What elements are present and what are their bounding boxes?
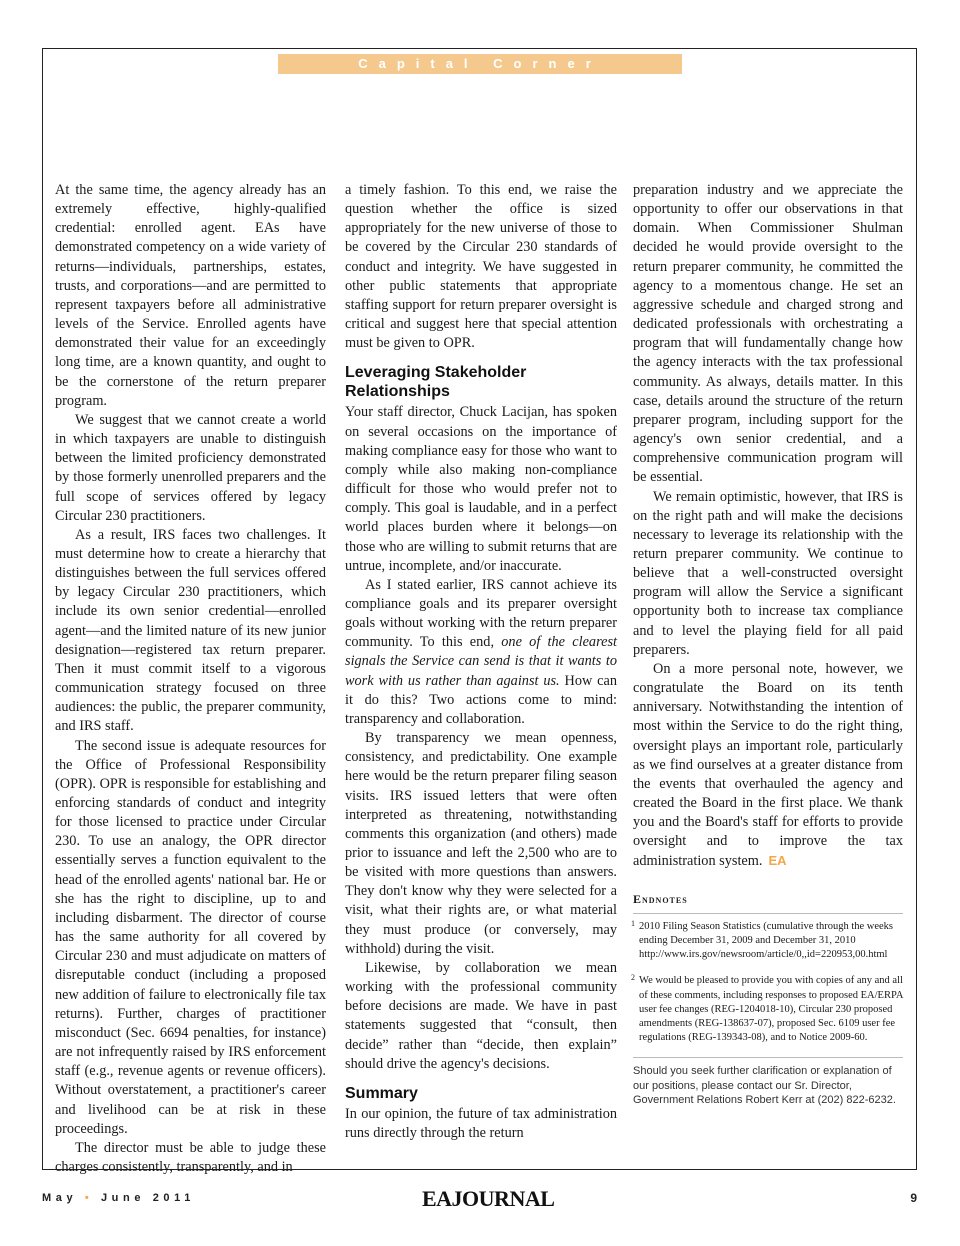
contact-note: Should you seek further clarification or explanation of our positions, please contact our Sr. Director, Government Relations Robert Kerr at (202) 822-6232. (633, 1057, 903, 1108)
column-2 (345, 181, 617, 1143)
paragraph: a timely fashion. To this end, we raise the question whether the office is sized appropriately for the new universe of those to be covered by the Circular 230 standards of conduct and integrity. We have suggested in other public statements that appropriate staffing support for return preparer oversight is critical and suggest here that special attention must be given to OPR. (345, 182, 617, 352)
issue-date (42, 1192, 195, 1204)
section-banner: Capital Corner (278, 54, 682, 74)
paragraph: Likewise, by collaboration we mean working with the professional community before decisions are made. We have in past statements suggested that “consult, then decide” rather than “decide, then explain” should drive the agency's decisions. (345, 959, 617, 1072)
paragraph: We suggest that we cannot create a world in which taxpayers are unable to distinguish between the limited proficiency demonstrated by those formerly unenrolled preparers and the full scope of services offered by legacy Circular 230 practitioners. (55, 411, 326, 524)
date-separator: • (84, 1192, 94, 1204)
paragraph: preparation industry and we appreciate the opportunity to offer our observations in that domain. When Commissioner Shulman decided he would provide oversight to the return preparer community, he committed the agency to a momentous change. He set an aggressive schedule and charged strong and dedicated professionals with orchestrating a program that will fundamentally change how the agency interacts with the tax professional community. As always, details matter. In this case, details around the structure of the return preparer program, including support for the agency's own senior credential, and a comprehensive communication program will be essential. (633, 182, 903, 486)
text-run: As I stated earlier, IRS cannot achieve its compliance goals and its preparer oversight goals without working with the return preparer community. To this end, (345, 576, 617, 651)
journal-logo: EAJOURNAL (422, 1186, 555, 1211)
endnote-text: We would be pleased to provide you with copies of any and all of these comments, including responses to proposed EA/ERPA user fee changes (REG-1204018-10), Circular 230 proposed amendments (REG-138637-07), proposed Sec. 6109 user fee regulations (REG-139343-08), and to Notice 2009-60. (639, 975, 903, 1044)
page-footer (42, 1186, 917, 1210)
endnote-number: 1 (631, 918, 635, 928)
endnotes-title: Endnotes (633, 890, 903, 914)
date-month: May (42, 1192, 78, 1204)
column-3 (633, 181, 903, 1108)
section-heading: Summary (345, 1084, 418, 1102)
text-run: How can it do this? Two actions come to mind: transparency and collaboration. (345, 672, 617, 727)
paragraph (633, 660, 903, 872)
paragraph: In our opinion, the future of tax administration runs directly through the return (345, 1105, 617, 1142)
date-rest: June 2011 (100, 1192, 195, 1204)
paragraph (345, 576, 617, 729)
paragraph: As a result, IRS faces two challenges. It must determine how to create a hierarchy that distinguishes between the full services offered by legacy Circular 230 practitioners, which include its own senior credential—enrolled agent—and the limited nature of its new junior designation—registered tax return preparer. Then it must commit itself to a vigorous communication strategy focused on three audiences: the public, the preparer community, and IRS staff. (55, 526, 326, 735)
ea-end-mark: EA (768, 853, 787, 869)
paragraph: We remain optimistic, however, that IRS is on the right path and will make the decisions necessary to leverage its relationship with the return preparer community. We continue to believe that a well-constructed oversight program will allow the Service a significant opportunity both to increase tax compliance and to level the playing field for all paid preparers. (633, 488, 903, 658)
paragraph: The second issue is adequate resources for the Office of Professional Responsibility (OPR). OPR is responsible for establishing and enforcing standards of conduct and integrity for those licensed to practice under Circular 230. To use an analogy, the OPR director essentially serves a function equivalent to the head of the enrolled agents' national bar. He or she has the right to discipline, up to and including disbarment. The director of course has the same authority for all covered by Circular 230 and must adjudicate on matters of disreputable conduct (including a proposed new addition of failure to electronically file tax returns). Further, charges of practitioner misconduct (Sec. 6694 penalties, for instance) are not infrequently raised by IRS enforcement staff (e.g., revenue agents or revenue officers). Without overstatement, a practitioner's career and livelihood can be at risk in these proceedings. (55, 737, 326, 1137)
column-1 (55, 181, 326, 1177)
paragraph: At the same time, the agency already has an extremely effective, highly-qualified credential: enrolled agent. EAs have demonstrated competency on a wide variety of returns—individuals, partnerships, estates, trusts, and corporations—and are permitted to represent taxpayers before all administrative levels of the Service. Enrolled agents have demonstrated their value for an exceedingly long time, are a known quantity, and ought to be the cornerstone of the return preparer program. (55, 182, 326, 409)
endnote-1 (633, 920, 903, 963)
page-number: 9 (910, 1191, 917, 1205)
paragraph: By transparency we mean openness, consistency, and predictability. One example here would be the return preparer filing season visits. IRS issued letters that were often interpreted as threatening, notwithstanding comments this organization (and others) made prior to issuance and left the 2,500 who are to be visited with more questions than answers. They don't know why they were selected for a visit, what their rights are, or what material they must produce (or conversely, may withhold) during the visit. (345, 730, 617, 957)
paragraph: The director must be able to judge these charges consistently, transparently, and in (55, 1139, 326, 1175)
text-run: On a more personal note, however, we congratulate the Board on its tenth anniversary. Notwithstanding the intention of most within the Service to do the right thing, oversight plays an important role, particularly as we find ourselves at a greater distance from the events that overhauled the agency and created the Board in the first place. We thank you and the Board's staff for efforts to provide oversight and to improve the tax administration system. (633, 660, 903, 870)
endnote-2 (633, 974, 903, 1045)
endnote-text: 2010 Filing Season Statistics (cumulative through the weeks ending December 31, 2009 and December 31, 2010 http://www.irs.gov/newsroom/article/0,,id=220953,00.html (639, 920, 894, 961)
endnote-number: 2 (631, 973, 635, 983)
emphasis-text: one of the clearest signals the Service can send is that it wants to work with us rather than against us. (345, 634, 617, 689)
section-heading: Leveraging Stakeholder Relationships (345, 364, 527, 401)
paragraph: Your staff director, Chuck Lacijan, has spoken on several occasions on the importance of making compliance easy for those who want to comply while also making non-compliance difficult for those who would prefer not to comply. This goal is laudable, and in a perfect world places burden where it belongs—on those who are willing to submit returns that are untrue, incomplete, and/or inaccurate. (345, 404, 617, 574)
